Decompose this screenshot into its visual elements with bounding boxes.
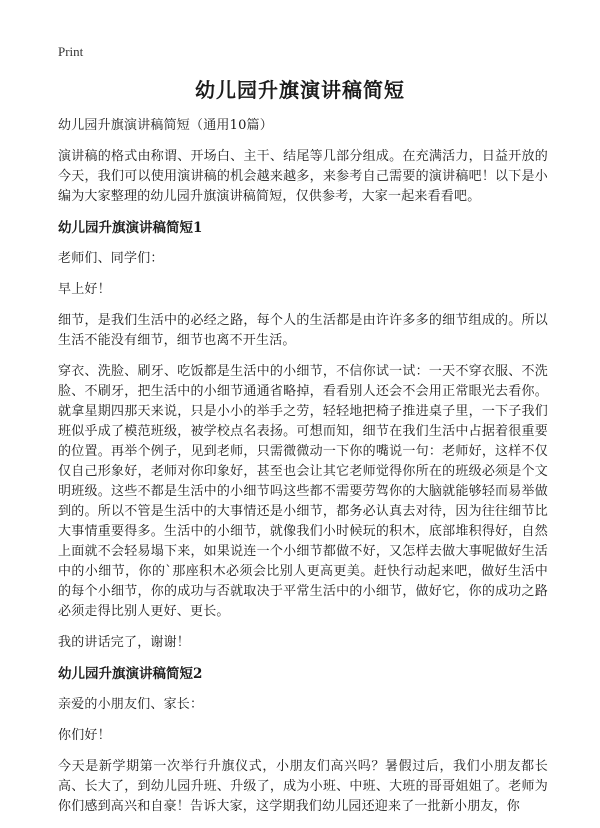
section-heading: 幼儿园升旗演讲稿简短1 [58, 220, 203, 236]
greeting: 早上好！ [58, 282, 111, 297]
document-body [58, 116, 548, 828]
document-subtitle: 幼儿园升旗演讲稿简短（通用10篇） [58, 118, 273, 133]
print-link[interactable]: Print [58, 44, 84, 59]
closing-paragraph: 我的讲话完了，谢谢！ [58, 635, 191, 650]
intro-paragraph: 演讲稿的格式由称谓、开场白、主干、结尾等几部分组成。在充满活力，日益开放的今天，我们可以使用演讲稿的机会越来越多，来参考自己需要的演讲稿吧！以下是小编为大家整理的幼儿园升旗演讲稿简短，仅供参考，大家一起来看看吧。 [58, 149, 548, 204]
body-paragraph: 今天是新学期第一次举行升旗仪式，小朋友们高兴吗？暑假过后，我们小朋友都长高、长大了，到幼儿园升班、升级了，成为小班、中班、大班的哥哥姐姐了。老师为你们感到高兴和自豪！告诉大家，这学期我们幼儿园还迎来了一批新小朋友，你 [58, 759, 548, 814]
body-paragraph: 细节，是我们生活中的必经之路，每个人的生活都是由许许多多的细节组成的。所以生活不能没有细节，细节也离不开生活。 [58, 313, 548, 348]
body-paragraph: 穿衣、洗脸、刷牙、吃饭都是生活中的小细节，不信你试一试：一天不穿衣服、不洗脸、不刷牙，把生活中的小细节通通省略掉，看看别人还会不会用正常眼光去看你。就拿星期四那天来说，只是小小的举手之劳，轻轻地把椅子推进桌子里，一下子我们班似乎成了模范班级，被学校点名表扬。可想而知，细节在我们生活中占据着很重要的位置。再举个例子，见到老师，只需微微动一下你的嘴说一句：老师好，这样不仅仅自己形象好，老师对你印象好，甚至也会让其它老师觉得你所在的班级必须是个文明班级。这些不都是生活中的小细节吗这些都不需要劳驾你的大脑就能够轻而易举做到的。所以不管是生活中的大事情还是小细节，都务必认真去对待，因为往往细节比大事情重要得多。生活中的小细节，就像我们小时候玩的积木，底部堆积得好，自然上面就不会轻易塌下来，如果说连一个小细节都做不好，又怎样去做大事呢做好生活中的小细节，你的`那座积木必须会比别人更高更美。赶快行动起来吧，做好生活中的每个小细节，你的成功与否就取决于平常生活中的小细节，做好它，你的成功之路必须走得比别人更好、更长。 [58, 364, 548, 619]
salutation: 亲爱的小朋友们、家长： [58, 697, 204, 712]
salutation: 老师们、同学们： [58, 251, 164, 266]
section-heading: 幼儿园升旗演讲稿简短2 [58, 666, 203, 682]
document-title: 幼儿园升旗演讲稿简短 [195, 78, 405, 102]
greeting: 你们好！ [58, 728, 111, 743]
